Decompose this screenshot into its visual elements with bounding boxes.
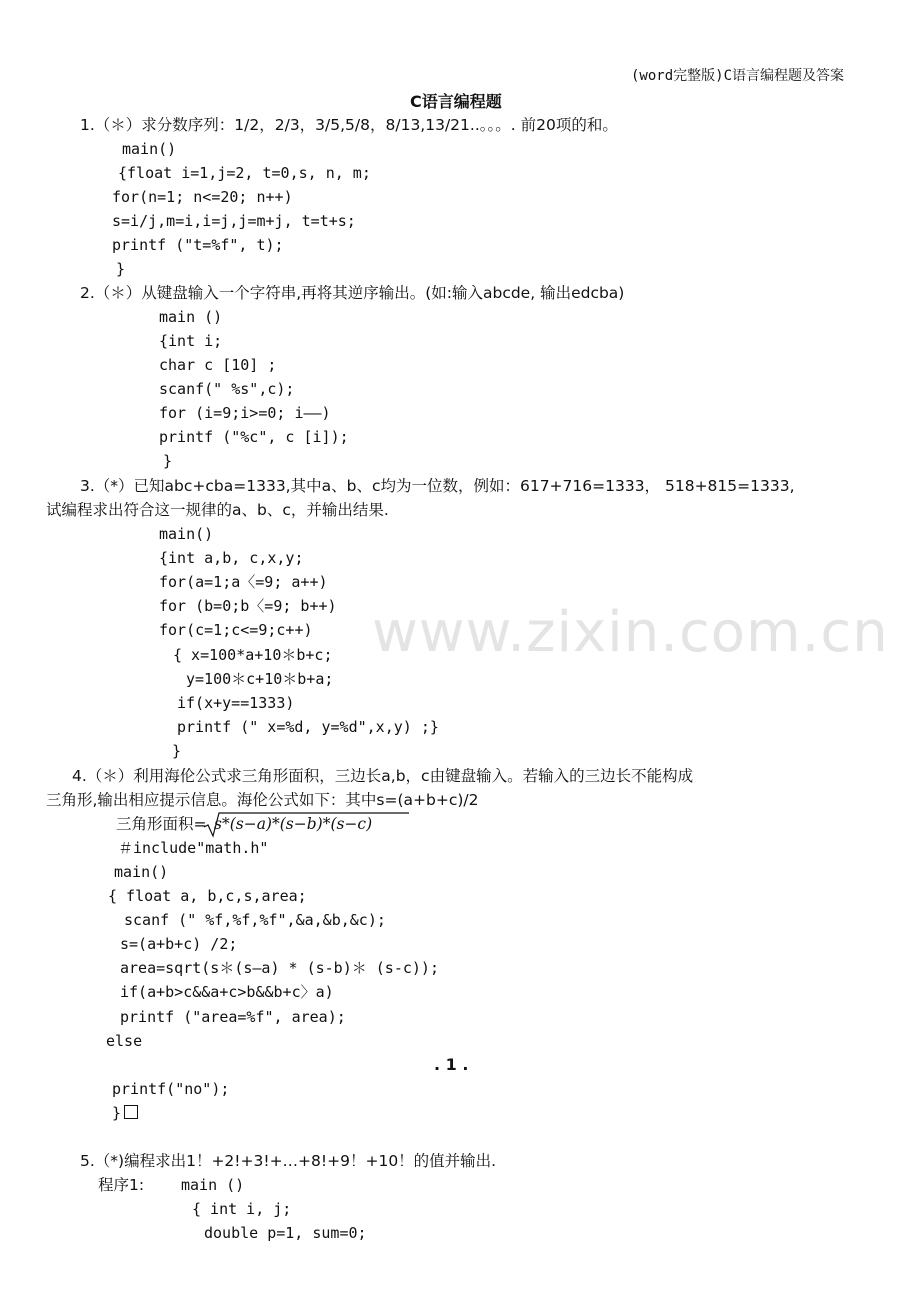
q4-code-line: else — [106, 1032, 143, 1050]
q3-code-line: } — [172, 742, 182, 760]
q5-code-line: { int i, j; — [192, 1200, 292, 1218]
q4-code-line: s=(a+b+c) /2; — [120, 935, 238, 953]
q4-code-line: printf("no"); — [112, 1080, 230, 1098]
q3-code-line: for(a=1;a〈=9; a++) — [159, 573, 328, 591]
q1-code-line: for(n=1; n<=20; n++) — [112, 188, 293, 206]
document-header: (word完整版)C语言编程题及答案 — [631, 68, 845, 84]
page-title: C语言编程题 — [410, 92, 502, 111]
q3-code-line: y=100＊c+10＊b+a; — [186, 670, 334, 688]
q3-code-line: { x=100*a+10＊b+c; — [173, 646, 333, 664]
q3-code-line: {int a,b, c,x,y; — [159, 549, 304, 567]
q1-code-line: s=i/j,m=i,i=j,j=m+j, t=t+s; — [112, 212, 356, 230]
q1-code-line: {float i=1,j=2, t=0,s, n, m; — [118, 164, 371, 182]
q2-code-line: main () — [159, 308, 223, 326]
q3-code-line: printf (" x=%d, y=%d",x,y) ;} — [177, 718, 439, 736]
q4-code-line: ＃include"math.h" — [118, 839, 269, 857]
q3-code-line: if(x+y==1333) — [177, 694, 295, 712]
q2-code-line: for (i=9;i>=0; i——) — [159, 404, 331, 422]
question-4-text-cont: 三角形,输出相应提示信息。海伦公式如下：其中s=(a+b+c)/2 — [46, 791, 479, 809]
q4-code-line: { float a, b,c,s,area; — [108, 887, 307, 905]
program-label: 程序1: — [98, 1176, 145, 1194]
question-5-text: 5.（*)编程求出1！+2!+3!+…+8!+9！+10！的值并输出. — [80, 1152, 497, 1170]
q5-code-line: main () — [181, 1176, 245, 1194]
q4-code-line: scanf (" %f,%f,%f",&a,&b,&c); — [124, 911, 386, 929]
question-4-text: 4.（＊）利用海伦公式求三角形面积，三边长a,b，c由键盘输入。若输入的三边长不能构成 — [72, 767, 694, 785]
q4-code-line: printf ("area=%f", area); — [120, 1008, 346, 1026]
formula-label: 三角形面积= — [116, 815, 207, 833]
question-3-text-cont: 试编程求出符合这一规律的a、b、c，并输出结果. — [46, 501, 389, 519]
q4-code-line: area=sqrt(s＊(s—a) * (s-b)＊ (s-c)); — [120, 959, 439, 977]
q2-code-line: char c [10] ; — [159, 356, 277, 374]
heron-formula: s*(s−a)*(s−b)*(s−c) — [214, 815, 373, 833]
q5-code-line: double p=1, sum=0; — [204, 1224, 367, 1242]
closing-brace: } — [112, 1104, 122, 1122]
q3-code-line: main() — [159, 525, 214, 543]
question-2-text: 2.（＊）从键盘输入一个字符串,再将其逆序输出。(如:输入abcde, 输出edcba) — [80, 284, 625, 302]
checkbox-glyph-icon — [124, 1105, 138, 1119]
question-1-text: 1.（＊）求分数序列：1/2，2/3，3/5,5/8，8/13,13/21..。。。. 前20项的和。 — [80, 116, 618, 134]
page-number: . 1 . — [434, 1055, 469, 1074]
q3-code-line: for(c=1;c<=9;c++) — [159, 621, 313, 639]
q1-code-line: } — [116, 260, 126, 278]
q3-code-line: for (b=0;b〈=9; b++) — [159, 597, 337, 615]
q2-code-line: } — [163, 452, 173, 470]
q4-code-line: if(a+b>c&&a+c>b&&b+c〉a) — [120, 983, 334, 1001]
q4-code-line: main() — [114, 863, 169, 881]
q4-code-line — [112, 1103, 138, 1123]
watermark: www.zixin.com.cn — [372, 600, 889, 665]
q1-code-line: printf ("t=%f", t); — [112, 236, 284, 254]
question-3-text: 3.（*）已知abc+cba=1333,其中a、b、c均为一位数，例如：617+716=1333， 518+815=1333, — [80, 477, 795, 495]
q2-code-line: {int i; — [159, 332, 223, 350]
q1-code-line: main() — [122, 140, 177, 158]
q2-code-line: printf ("%c", c [i]); — [159, 428, 349, 446]
q2-code-line: scanf(" %s",c); — [159, 380, 295, 398]
